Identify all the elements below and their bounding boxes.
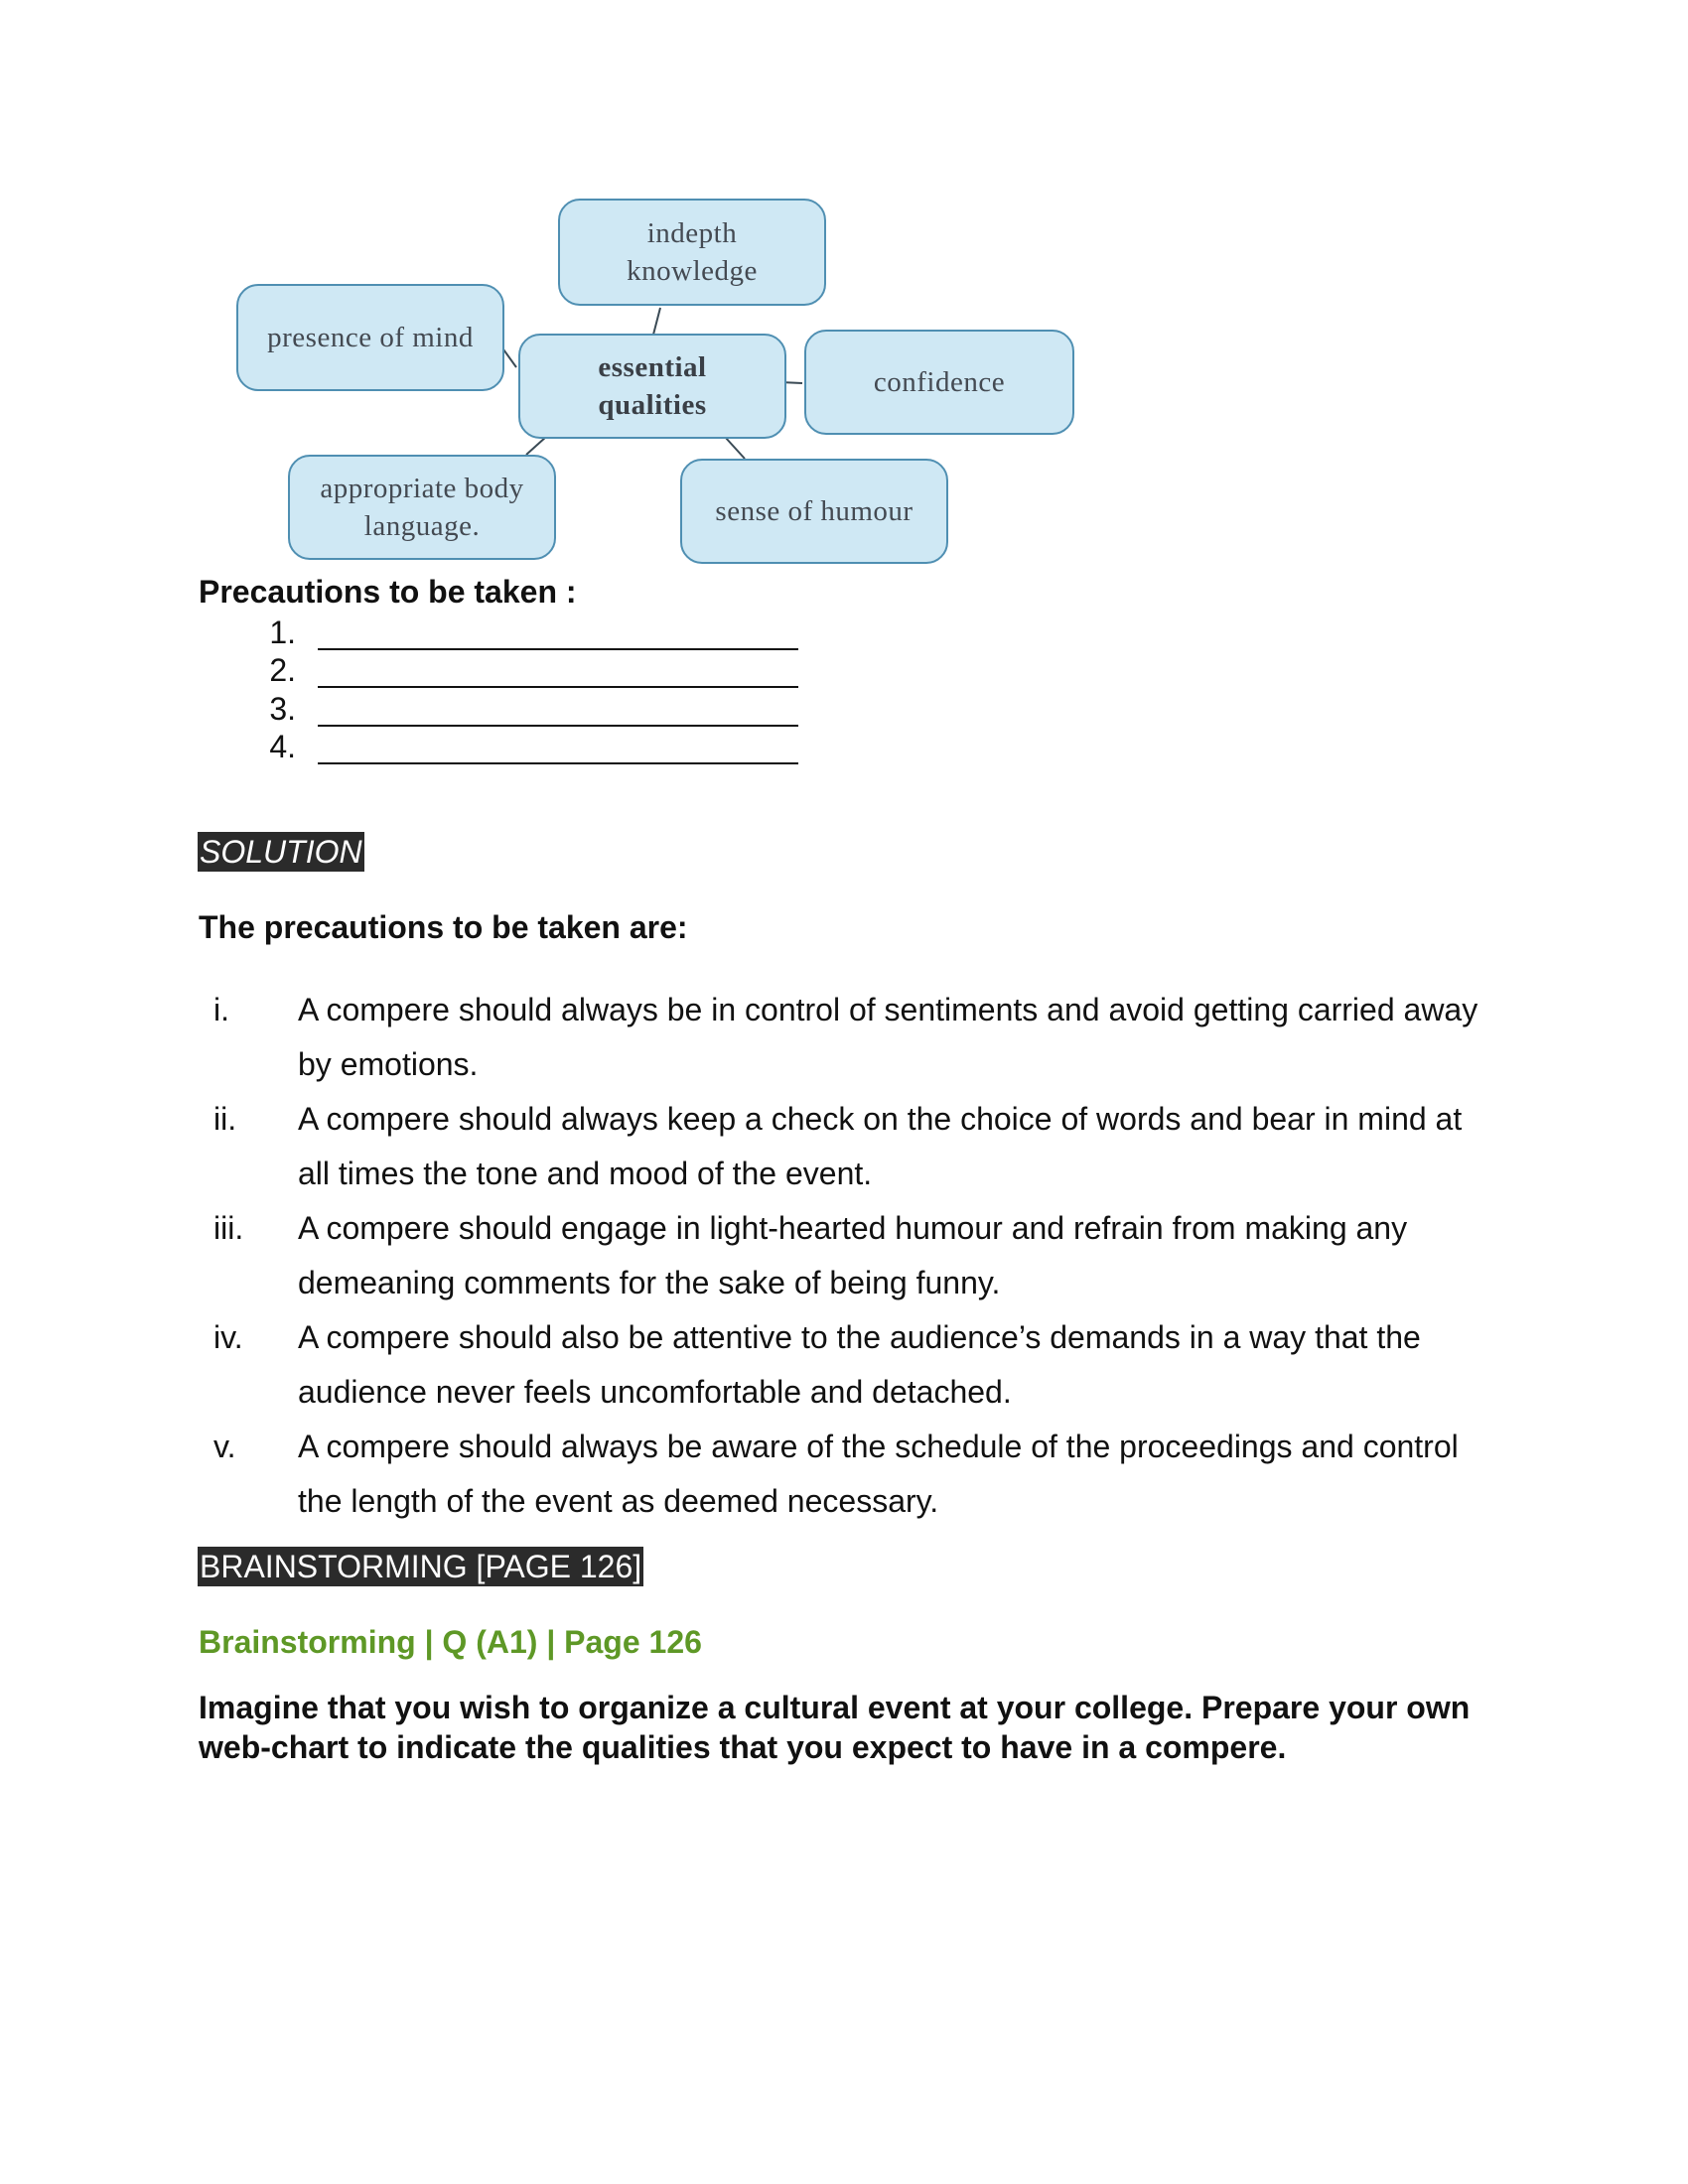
web-chart-diagram	[228, 199, 1082, 576]
node-essential-qualities	[518, 334, 786, 439]
node-confidence	[804, 330, 1074, 435]
list-item	[199, 1201, 1489, 1310]
node-sense-of-humour	[680, 459, 948, 564]
item-marker: v.	[213, 1429, 236, 1464]
item-marker: i.	[213, 992, 229, 1027]
node-appropriate-body-language	[288, 455, 556, 560]
solution-heading: The precautions to be taken are:	[199, 909, 688, 945]
item-text: A compere should engage in light-hearted humour and refrain from making any demeaning comments for the sake of being funny.	[298, 1210, 1408, 1300]
item-text: A compere should always be in control of sentiments and avoid getting carried away by emotions.	[298, 992, 1478, 1082]
list-item	[199, 1092, 1489, 1201]
node-presence-of-mind	[236, 284, 504, 391]
list-item	[246, 612, 798, 650]
answer-blank-line	[318, 733, 798, 764]
node-label: appropriate body language.	[320, 473, 524, 542]
item-text: A compere should also be attentive to the audience’s demands in a way that the audience never feels uncomfortable and detached.	[298, 1319, 1421, 1410]
list-item	[199, 983, 1489, 1092]
connector-top	[653, 308, 660, 335]
item-number: 4.	[269, 729, 296, 764]
connector-bottom-right	[725, 437, 745, 459]
item-number: 3.	[269, 690, 296, 727]
node-label: sense of humour	[715, 495, 914, 527]
item-text: A compere should always keep a check on the choice of words and bear in mind at all times the tone and mood of the event.	[298, 1101, 1463, 1191]
question-text: Imagine that you wish to organize a cultural event at your college. Prepare your own web-chart to indicate the qualities that you expect to have in a compere.	[199, 1690, 1471, 1765]
answer-blank-line	[318, 618, 798, 650]
item-number: 1.	[269, 614, 296, 650]
answer-blank-line	[318, 695, 798, 727]
solution-list	[199, 983, 1489, 1529]
precautions-heading: Precautions to be taken :	[199, 574, 577, 610]
list-item	[246, 650, 798, 689]
item-text: A compere should always be aware of the schedule of the proceedings and control the length of the event as deemed necessary.	[298, 1429, 1459, 1519]
connector-bottom-left	[526, 437, 546, 455]
item-marker: iii.	[213, 1210, 244, 1246]
solution-tag: SOLUTION	[200, 834, 362, 870]
list-item	[199, 1420, 1489, 1529]
node-label: presence of mind	[267, 322, 474, 353]
list-item	[246, 727, 798, 765]
node-label: indepth knowledge	[627, 217, 758, 287]
node-label: essential qualities	[598, 351, 707, 421]
list-item	[199, 1310, 1489, 1420]
node-label: confidence	[873, 366, 1006, 398]
answer-blank-line	[318, 656, 798, 688]
brainstorming-tag: BRAINSTORMING [PAGE 126]	[200, 1549, 642, 1584]
item-number: 2.	[269, 652, 296, 688]
item-marker: iv.	[213, 1319, 243, 1355]
item-marker: ii.	[213, 1101, 237, 1137]
brainstorming-subheading: Brainstorming | Q (A1) | Page 126	[199, 1624, 702, 1660]
list-item	[246, 688, 798, 727]
precautions-blank-list	[246, 612, 798, 764]
node-indepth-knowledge	[558, 199, 826, 306]
